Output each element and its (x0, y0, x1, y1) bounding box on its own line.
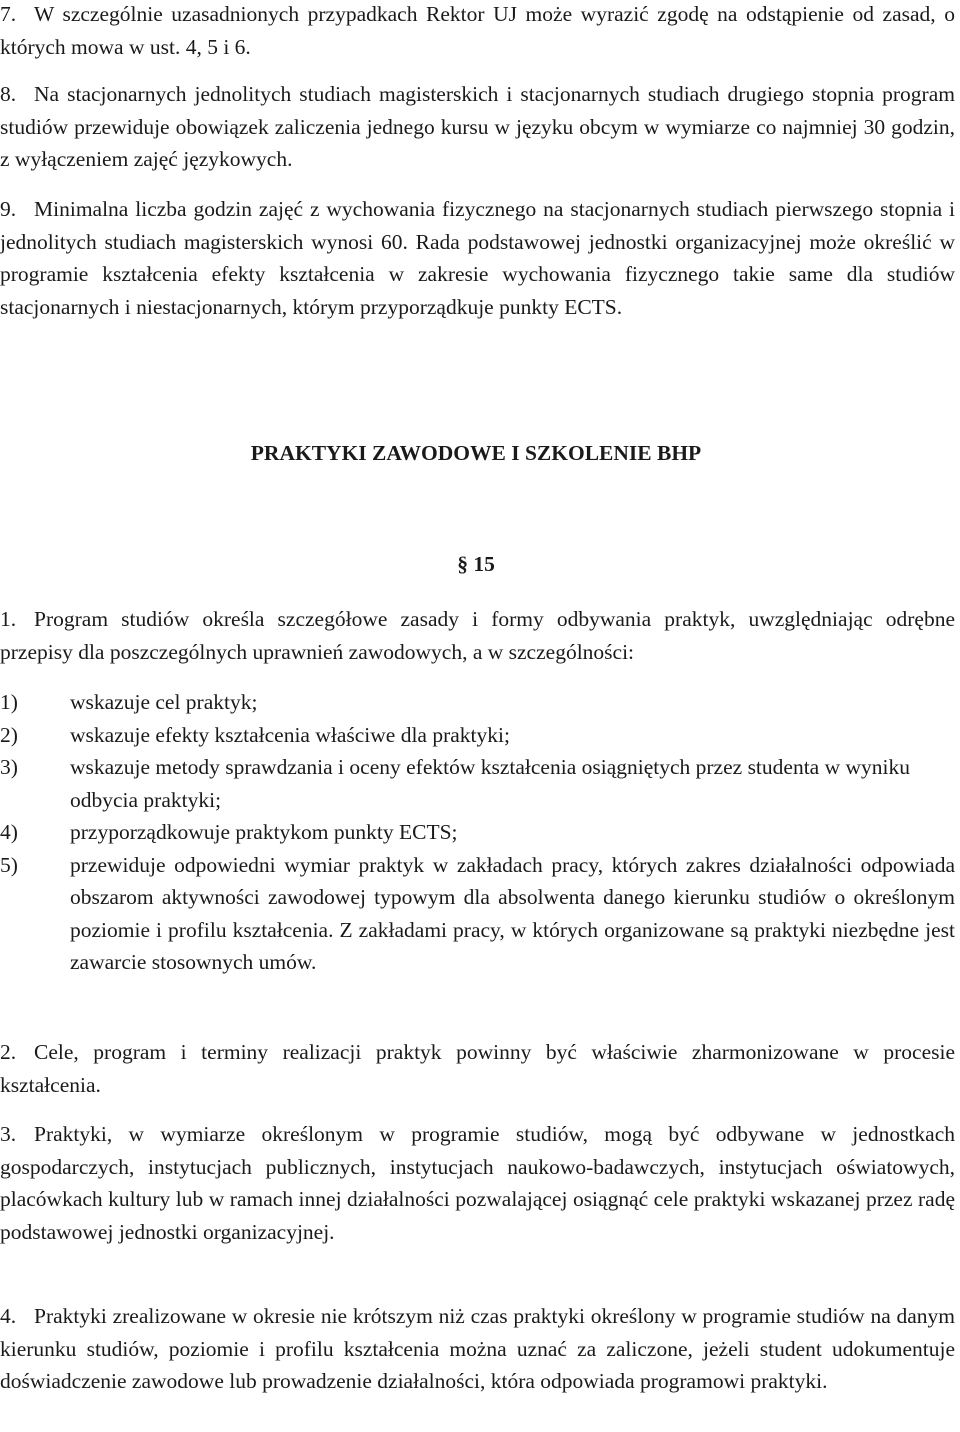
paragraph-number: 8. (0, 82, 17, 106)
list-item (0, 816, 955, 849)
list-item-text: wskazuje metody sprawdzania i oceny efektów kształcenia osiągniętych przez studenta w wyniku odbycia praktyki; (70, 755, 910, 812)
list-item (0, 719, 955, 752)
section-mark: § 15 (457, 552, 495, 576)
paragraph-text: Na stacjonarnych jednolitych studiach magisterskich i stacjonarnych studiach drugiego stopnia program studiów przewiduje obowiązek zaliczenia jednego kursu w języku obcym w wymiarze co najmniej 30 godzin, z wyłączeniem zajęć językowych. (0, 82, 955, 171)
requirements-list (0, 686, 955, 979)
paragraph-number: 9. (0, 197, 17, 221)
paragraph-text: Minimalna liczba godzin zajęć z wychowania fizycznego na stacjonarnych studiach pierwszego stopnia i jednolitych studiach magisterskich wynosi 60. Rada podstawowej jednostki organizacyjnej może określić w programie kształcenia efekty kształcenia w zakresie wychowania fizycznego takie same dla studiów stacjonarnych i niestacjonarnych, którym przyporządkuje punkty ECTS. (0, 197, 955, 319)
section-paragraph-3 (0, 1118, 955, 1248)
list-item-number: 4) (0, 820, 18, 844)
paragraph-9 (0, 193, 955, 323)
section-paragraph-4 (0, 1300, 955, 1398)
paragraph-number: 1. (0, 607, 17, 631)
paragraph-text: Praktyki, w wymiarze określonym w programie studiów, mogą być odbywane w jednostkach gospodarczych, instytucjach publicznych, instytucjach naukowo-badawczych, instytucjach oświatowych, placówkach kultury lub w ramach innej działalności pozwalającej osiągnąć cele praktyki wskazanej przez radę podstawowej jednostki organizacyjnej. (0, 1122, 955, 1244)
list-item-number: 5) (0, 852, 18, 877)
list-item-text: wskazuje cel praktyk; (70, 690, 258, 714)
paragraph-7 (0, 0, 955, 63)
paragraph-text: Cele, program i terminy realizacji praktyk powinny być właściwie zharmonizowane w procesie kształcenia. (0, 1040, 955, 1097)
list-item-number: 2) (0, 722, 18, 747)
list-item-text: przewiduje odpowiedni wymiar praktyk w zakładach pracy, których zakres działalności odpowiada obszarom aktywności zawodowej typowym dla absolwenta danego kierunku studiów o określonym poziomie i profilu kształcenia. Z zakładami pracy, w których organizowane są praktyki niezbędne jest zawarcie stosownych umów. (70, 852, 955, 974)
paragraph-number: 7. (0, 2, 17, 26)
list-item-text: przyporządkowuje praktykom punkty ECTS; (70, 820, 458, 844)
paragraph-8 (0, 78, 955, 176)
list-item (0, 686, 955, 719)
paragraph-number: 3. (0, 1122, 17, 1146)
paragraph-text: Praktyki zrealizowane w okresie nie krótszym niż czas praktyki określony w programie studiów na danym kierunku studiów, poziomie i profilu kształcenia można uznać za zaliczone, jeżeli student udokumentuje doświadczenie zawodowe lub prowadzenie działalności, która odpowiada programowi praktyki. (0, 1304, 955, 1393)
list-item-number: 3) (0, 755, 18, 779)
paragraph-number: 2. (0, 1040, 17, 1064)
list-item (0, 751, 955, 816)
paragraph-text: Program studiów określa szczegółowe zasady i formy odbywania praktyk, uwzględniając odrębne przepisy dla poszczególnych uprawnień zawodowych, a w szczególności: (0, 607, 955, 664)
section-paragraph-2 (0, 1036, 955, 1101)
list-item-text: wskazuje efekty kształcenia właściwe dla praktyki; (70, 722, 510, 747)
list-item-number: 1) (0, 690, 18, 714)
list-item (0, 849, 955, 979)
section-paragraph-1 (0, 603, 955, 668)
section-heading: PRAKTYKI ZAWODOWE I SZKOLENIE BHP (250, 441, 702, 465)
paragraph-text: W szczególnie uzasadnionych przypadkach Rektor UJ może wyrazić zgodę na odstąpienie od zasad, o których mowa w ust. 4, 5 i 6. (0, 2, 955, 59)
paragraph-number: 4. (0, 1304, 17, 1328)
